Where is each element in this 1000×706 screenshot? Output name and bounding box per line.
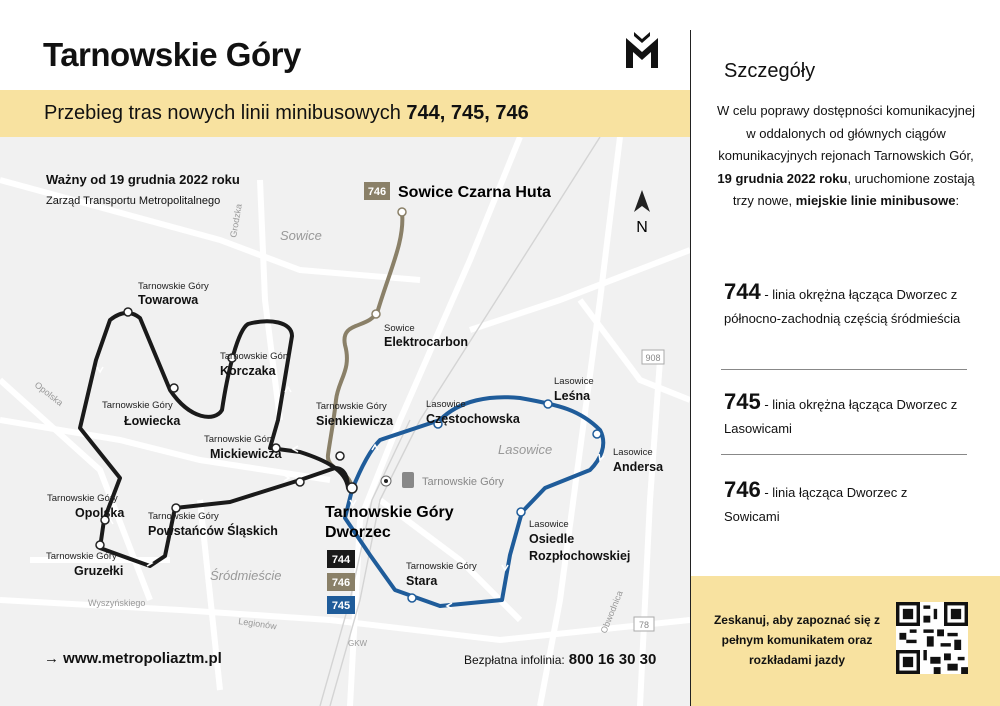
road-badge-908: 908: [645, 353, 661, 363]
svg-text:Korczaka: Korczaka: [220, 364, 276, 378]
svg-text:Osiedle: Osiedle: [529, 532, 575, 546]
valid-from: Ważny od 19 grudnia 2022 roku: [46, 172, 240, 187]
svg-text:Tarnowskie Góry: Tarnowskie Góry: [102, 400, 173, 411]
svg-text:Mickiewicza: Mickiewicza: [210, 447, 282, 461]
svg-text:746: 746: [367, 186, 387, 198]
svg-text:Andersa: Andersa: [613, 460, 664, 474]
svg-text:Lasowice: Lasowice: [554, 376, 594, 387]
svg-text:Opolska: Opolska: [75, 506, 125, 520]
street-opolska: Opolska: [32, 379, 65, 408]
svg-text:744: 744: [331, 554, 351, 566]
subtitle: Przebieg tras nowych linii minibusowych 744, 745, 746: [44, 102, 529, 124]
website-link[interactable]: → www.metropoliaztm.pl: [44, 650, 222, 667]
street-obwodnica: Obwodnica: [598, 589, 625, 635]
svg-text:Częstochowska: Częstochowska: [426, 412, 520, 426]
separator: [721, 454, 967, 455]
svg-text:Sowice: Sowice: [384, 323, 415, 334]
compass-label: N: [636, 219, 648, 236]
terminus-sowice-czarna-huta: Sowice Czarna Huta: [398, 184, 551, 201]
street-grodzka: Grodzka: [228, 203, 244, 239]
svg-text:Powstańców Śląskich: Powstańców Śląskich: [148, 524, 278, 538]
svg-text:Stara: Stara: [406, 574, 438, 588]
svg-text:Tarnowskie Góry: Tarnowskie Góry: [148, 511, 219, 522]
svg-text:Sienkiewicza: Sienkiewicza: [316, 414, 394, 428]
line-746-info: 746 - linia łącząca Dworzec z Sowicami: [724, 477, 908, 524]
svg-text:Łowiecka: Łowiecka: [124, 414, 181, 428]
details-intro: W celu poprawy dostępności komunikacyjnej w oddalonych od głównych ciągów komunikacyjnych rejonach Tarnowskich Gór, 19 grudnia 2022 roku, uruchomione zostają trzy nowe, miejskie linie minibusowe:: [717, 103, 975, 208]
district-sowice: Sowice: [280, 228, 322, 243]
svg-text:Towarowa: Towarowa: [138, 293, 199, 307]
qr-code-icon[interactable]: [896, 602, 968, 674]
train-icon: [402, 472, 414, 488]
metropolia-logo-icon: [624, 30, 660, 70]
street-legionow: Legionów: [237, 616, 278, 632]
page-title: Tarnowskie Góry: [43, 36, 301, 73]
svg-text:Tarnowskie Góry: Tarnowskie Góry: [46, 551, 117, 562]
svg-text:Tarnowskie Góry: Tarnowskie Góry: [406, 561, 477, 572]
terminal-name-1: Tarnowskie Góry: [325, 504, 454, 521]
svg-text:Tarnowskie Góry: Tarnowskie Góry: [316, 401, 387, 412]
svg-text:Tarnowskie Góry: Tarnowskie Góry: [204, 434, 275, 445]
svg-text:Tarnowskie Góry: Tarnowskie Góry: [47, 493, 118, 504]
qr-section: [691, 576, 1000, 706]
stop-names: [74, 293, 664, 588]
svg-text:Elektrocarbon: Elektrocarbon: [384, 335, 469, 349]
terminal-name-2: Dworzec: [325, 524, 391, 541]
svg-text:Tarnowskie Góry: Tarnowskie Góry: [220, 351, 291, 362]
organizer: Zarząd Transportu Metropolitalnego: [46, 195, 221, 207]
svg-text:Leśna: Leśna: [554, 389, 591, 403]
street-gkw: GKW: [348, 639, 368, 648]
svg-text:746: 746: [331, 577, 351, 589]
street-wyszynskiego: Wyszyńskiego: [88, 598, 146, 608]
railway-station-label: Tarnowskie Góry: [422, 476, 504, 488]
arrow-right-icon: →: [44, 650, 59, 667]
details-title: Szczegóły: [724, 60, 816, 82]
subtitle-lines: 744, 745, 746: [406, 102, 529, 124]
separator: [721, 369, 967, 370]
svg-text:Tarnowskie Góry: Tarnowskie Góry: [138, 281, 209, 292]
qr-text: Zeskanuj, aby zapoznać się z pełnym komunikatem oraz rozkładami jazdy: [713, 613, 881, 667]
svg-text:Rozpłochowskiej: Rozpłochowskiej: [529, 549, 631, 563]
north-arrow-icon: [634, 190, 650, 212]
svg-text:Lasowice: Lasowice: [426, 399, 466, 410]
svg-text:Lasowice: Lasowice: [529, 519, 569, 530]
district-srodmiescie: Śródmieście: [210, 568, 282, 583]
line-744-info: 744 - linia okrężna łącząca Dworzec z północno-zachodnią częścią śródmieścia: [724, 279, 961, 326]
district-lasowice: Lasowice: [498, 442, 553, 457]
infoline: Bezpłatna infolinia: 800 16 30 30: [464, 651, 657, 668]
svg-text:Lasowice: Lasowice: [613, 447, 653, 458]
infoline-number: 800 16 30 30: [568, 651, 657, 668]
route-map: [0, 137, 690, 706]
line-745-info: 745 - linia okrężna łącząca Dworzec z Lasowicami: [724, 389, 958, 436]
svg-text:745: 745: [331, 600, 351, 612]
road-badge-78: 78: [638, 620, 650, 630]
svg-text:Gruzełki: Gruzełki: [74, 564, 124, 578]
